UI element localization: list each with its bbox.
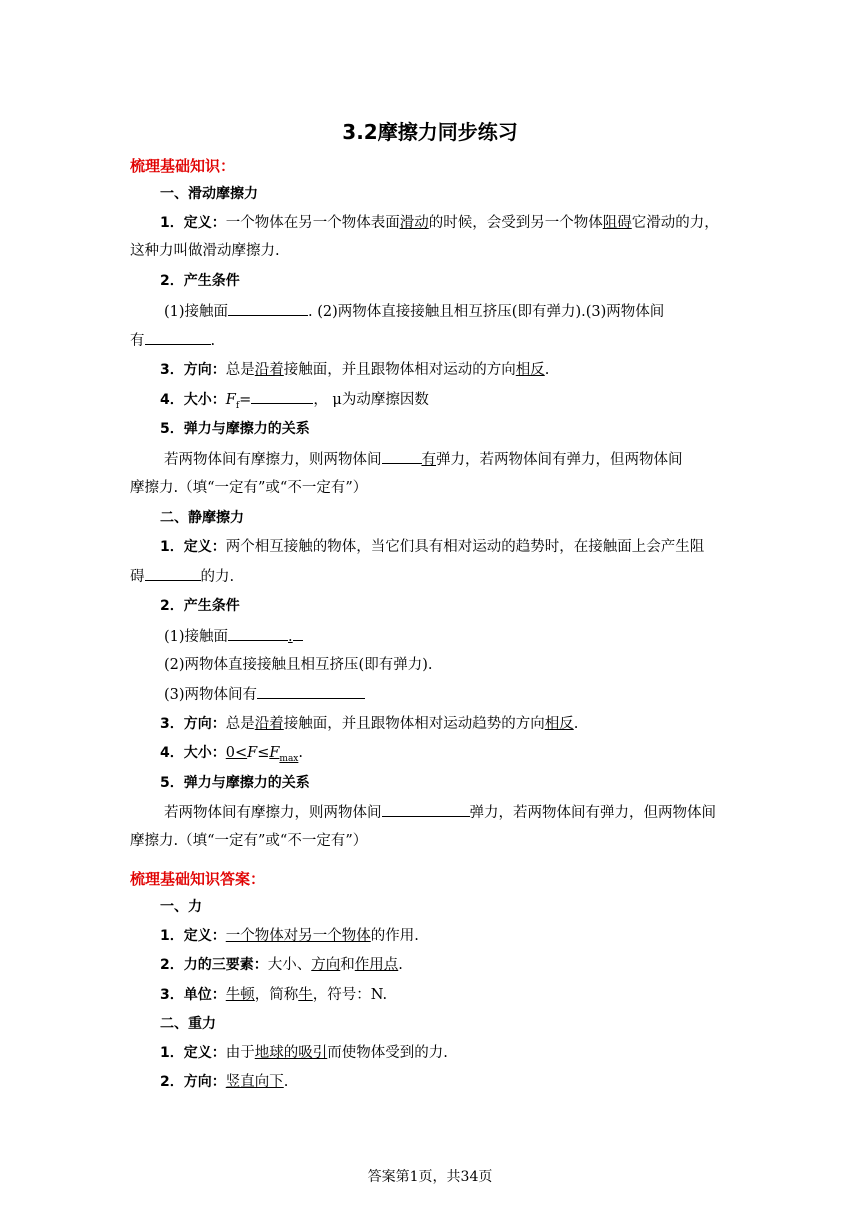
answer-gravity-direction: 2．方向：竖直向下. [160,1074,289,1090]
sliding-relation-line1: 若两物体间有摩擦力，则两物体间 有弹力，若两物体间有弹力，但两物体间 [164,449,774,470]
static-magnitude-line: 4．大小：$0<F\le F_{max}$. [160,745,303,764]
sliding-condition-line1: (1)接触面 . (2)两物体直接接触且相互挤压(即有弹力).(3)两物体间 [164,301,774,322]
sliding-relation-line2: 摩擦力.（填“一定有”或“不一定有”） [130,480,368,496]
static-condition-2: (2)两物体直接接触且相互挤压(即有弹力). [164,657,433,673]
sliding-definition-line2: 这种力叫做滑动摩擦力. [130,243,280,259]
answer-force-definition: 1．定义：一个物体对另一个物体的作用. [160,928,419,944]
section-heading-answers: 梳理基础知识答案： [130,870,266,888]
answer-force-elements: 2．力的三要素：大小、方向和作用点. [160,957,403,973]
static-relation-line1: 若两物体间有摩擦力，则两物体间 弹力，若两物体间有弹力，但两物体间 [164,802,774,823]
blank-field [145,330,211,345]
blank-field [145,566,201,581]
blank-field [251,389,313,404]
section-heading-basics: 梳理基础知识： [130,157,236,175]
page-title: 3.2摩擦力同步练习 [342,120,518,144]
sliding-direction-line: 3．方向：总是沿着接触面，并且跟物体相对运动的方向相反. [160,362,550,378]
static-relation-heading: 5．弹力与摩擦力的关系 [160,775,310,791]
heading-static-friction: 二、静摩擦力 [160,510,244,526]
heading-sliding-friction: 一、滑动摩擦力 [160,186,258,202]
blank-field [382,449,422,464]
static-direction-line: 3．方向：总是沿着接触面，并且跟物体相对运动趋势的方向相反. [160,716,579,732]
answer-heading-force: 一、力 [160,899,202,915]
blank-field [293,626,303,641]
static-definition-line2: 碍 的力. [130,566,740,587]
sliding-condition-line2: 有 . [130,330,740,351]
static-condition-heading: 2．产生条件 [160,598,240,614]
blank-field [228,301,308,316]
sliding-condition-heading: 2．产生条件 [160,273,240,289]
static-condition-3: (3)两物体间有 [164,684,774,705]
static-relation-line2: 摩擦力.（填“一定有”或“不一定有”） [130,833,368,849]
answer-gravity-definition: 1．定义：由于地球的吸引而使物体受到的力. [160,1045,448,1061]
blank-field [228,626,288,641]
sliding-magnitude-line: 4．大小：$F_f=$ ， μ为动摩擦因数 [160,389,770,416]
answer-heading-gravity: 二、重力 [160,1016,216,1032]
blank-field [257,684,365,699]
static-condition-1: (1)接触面 . [164,626,774,647]
sliding-definition-line1: 1．定义：一个物体在另一个物体表面滑动的时候，会受到另一个物体阻碍它滑动的力， [160,215,719,231]
blank-field [382,802,470,817]
page-footer: 答案第1页，共34页 [367,1169,493,1185]
static-definition-line1: 1．定义：两个相互接触的物体，当它们具有相对运动的趋势时，在接触面上会产生阻 [160,539,705,555]
sliding-relation-heading: 5．弹力与摩擦力的关系 [160,421,310,437]
answer-force-unit: 3．单位：牛顿，简称牛，符号：N. [160,987,388,1003]
